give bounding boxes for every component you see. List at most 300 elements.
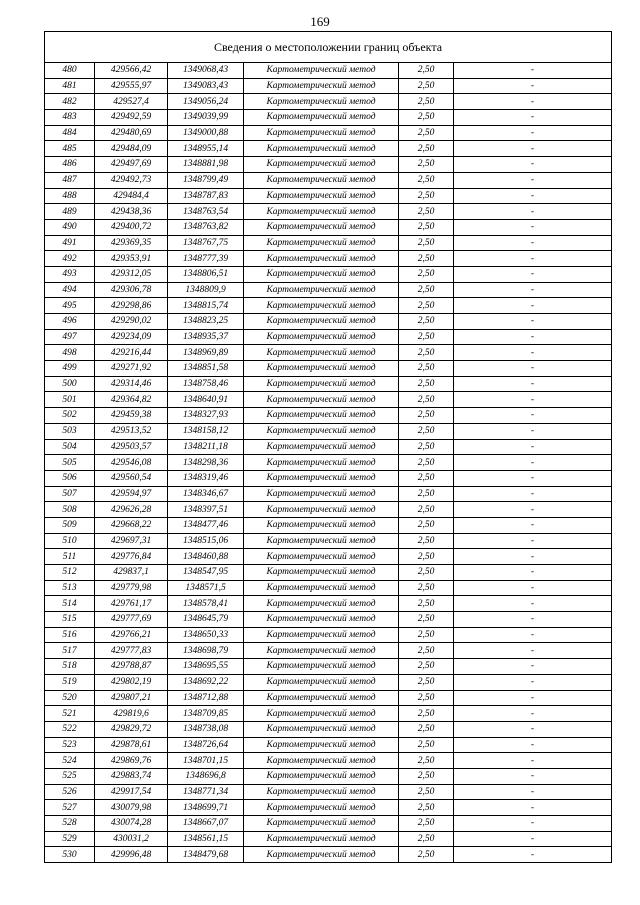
table-row <box>45 643 612 659</box>
description-cell: - <box>454 768 612 784</box>
point-number-cell: 491 <box>45 235 95 251</box>
y-coordinate-cell: 1348650,33 <box>168 627 244 643</box>
y-coordinate-cell: 1348578,41 <box>168 596 244 612</box>
y-coordinate-cell: 1348515,06 <box>168 533 244 549</box>
description-cell: - <box>454 502 612 518</box>
description-cell: - <box>454 251 612 267</box>
y-coordinate-cell: 1348881,98 <box>168 157 244 173</box>
point-number-cell: 484 <box>45 125 95 141</box>
accuracy-cell: 2,50 <box>399 94 454 110</box>
description-cell: - <box>454 706 612 722</box>
description-cell: - <box>454 376 612 392</box>
accuracy-cell: 2,50 <box>399 659 454 675</box>
description-cell: - <box>454 690 612 706</box>
x-coordinate-cell: 429312,05 <box>95 266 168 282</box>
y-coordinate-cell: 1348571,5 <box>168 580 244 596</box>
y-coordinate-cell: 1348935,37 <box>168 329 244 345</box>
table-row <box>45 768 612 784</box>
y-coordinate-cell: 1348851,58 <box>168 361 244 377</box>
table-row <box>45 63 612 79</box>
method-cell: Картометрический метод <box>244 361 399 377</box>
y-coordinate-cell: 1348806,51 <box>168 266 244 282</box>
table-row <box>45 486 612 502</box>
table-row <box>45 392 612 408</box>
y-coordinate-cell: 1348763,82 <box>168 219 244 235</box>
x-coordinate-cell: 429555,97 <box>95 78 168 94</box>
table-row <box>45 690 612 706</box>
method-cell: Картометрический метод <box>244 627 399 643</box>
point-number-cell: 494 <box>45 282 95 298</box>
table-row <box>45 266 612 282</box>
description-cell: - <box>454 455 612 471</box>
y-coordinate-cell: 1349083,43 <box>168 78 244 94</box>
x-coordinate-cell: 429776,84 <box>95 549 168 565</box>
point-number-cell: 523 <box>45 737 95 753</box>
point-number-cell: 524 <box>45 753 95 769</box>
table-row <box>45 706 612 722</box>
x-coordinate-cell: 429400,72 <box>95 219 168 235</box>
page-number: 169 <box>310 14 330 29</box>
description-cell: - <box>454 282 612 298</box>
x-coordinate-cell: 429290,02 <box>95 314 168 330</box>
description-cell: - <box>454 204 612 220</box>
method-cell: Картометрический метод <box>244 172 399 188</box>
table-row <box>45 847 612 863</box>
y-coordinate-cell: 1348726,64 <box>168 737 244 753</box>
method-cell: Картометрический метод <box>244 235 399 251</box>
table-row <box>45 533 612 549</box>
x-coordinate-cell: 429513,52 <box>95 423 168 439</box>
y-coordinate-cell: 1348211,18 <box>168 439 244 455</box>
accuracy-cell: 2,50 <box>399 800 454 816</box>
method-cell: Картометрический метод <box>244 345 399 361</box>
x-coordinate-cell: 429314,46 <box>95 376 168 392</box>
description-cell: - <box>454 94 612 110</box>
point-number-cell: 527 <box>45 800 95 816</box>
accuracy-cell: 2,50 <box>399 63 454 79</box>
y-coordinate-cell: 1348397,51 <box>168 502 244 518</box>
description-cell: - <box>454 753 612 769</box>
x-coordinate-cell: 429527,4 <box>95 94 168 110</box>
x-coordinate-cell: 430074,28 <box>95 816 168 832</box>
accuracy-cell: 2,50 <box>399 408 454 424</box>
x-coordinate-cell: 429484,4 <box>95 188 168 204</box>
x-coordinate-cell: 429369,35 <box>95 235 168 251</box>
method-cell: Картометрический метод <box>244 329 399 345</box>
table-row <box>45 816 612 832</box>
x-coordinate-cell: 429777,83 <box>95 643 168 659</box>
method-cell: Картометрический метод <box>244 800 399 816</box>
accuracy-cell: 2,50 <box>399 533 454 549</box>
point-number-cell: 489 <box>45 204 95 220</box>
description-cell: - <box>454 298 612 314</box>
x-coordinate-cell: 429234,09 <box>95 329 168 345</box>
accuracy-cell: 2,50 <box>399 251 454 267</box>
point-number-cell: 529 <box>45 831 95 847</box>
x-coordinate-cell: 429829,72 <box>95 721 168 737</box>
table-row <box>45 423 612 439</box>
accuracy-cell: 2,50 <box>399 219 454 235</box>
method-cell: Картометрический метод <box>244 282 399 298</box>
x-coordinate-cell: 429364,82 <box>95 392 168 408</box>
y-coordinate-cell: 1348645,79 <box>168 612 244 628</box>
description-cell: - <box>454 674 612 690</box>
method-cell: Картометрический метод <box>244 784 399 800</box>
table-row <box>45 329 612 345</box>
method-cell: Картометрический метод <box>244 612 399 628</box>
description-cell: - <box>454 141 612 157</box>
y-coordinate-cell: 1348809,9 <box>168 282 244 298</box>
method-cell: Картометрический метод <box>244 157 399 173</box>
x-coordinate-cell: 429492,73 <box>95 172 168 188</box>
description-cell: - <box>454 831 612 847</box>
x-coordinate-cell: 430079,98 <box>95 800 168 816</box>
accuracy-cell: 2,50 <box>399 298 454 314</box>
description-cell: - <box>454 63 612 79</box>
point-number-cell: 497 <box>45 329 95 345</box>
table-row <box>45 737 612 753</box>
method-cell: Картометрический метод <box>244 251 399 267</box>
description-cell: - <box>454 486 612 502</box>
point-number-cell: 528 <box>45 816 95 832</box>
method-cell: Картометрический метод <box>244 125 399 141</box>
accuracy-cell: 2,50 <box>399 612 454 628</box>
method-cell: Картометрический метод <box>244 706 399 722</box>
point-number-cell: 487 <box>45 172 95 188</box>
accuracy-cell: 2,50 <box>399 235 454 251</box>
accuracy-cell: 2,50 <box>399 502 454 518</box>
table-row <box>45 502 612 518</box>
description-cell: - <box>454 235 612 251</box>
description-cell: - <box>454 329 612 345</box>
accuracy-cell: 2,50 <box>399 753 454 769</box>
point-number-cell: 505 <box>45 455 95 471</box>
table-title: Сведения о местоположении границ объекта <box>45 32 612 63</box>
point-number-cell: 502 <box>45 408 95 424</box>
accuracy-cell: 2,50 <box>399 643 454 659</box>
description-cell: - <box>454 737 612 753</box>
accuracy-cell: 2,50 <box>399 549 454 565</box>
table-row <box>45 753 612 769</box>
table-row <box>45 627 612 643</box>
accuracy-cell: 2,50 <box>399 596 454 612</box>
table-row <box>45 721 612 737</box>
x-coordinate-cell: 429761,17 <box>95 596 168 612</box>
description-cell: - <box>454 392 612 408</box>
point-number-cell: 530 <box>45 847 95 863</box>
y-coordinate-cell: 1348758,46 <box>168 376 244 392</box>
description-cell: - <box>454 517 612 533</box>
method-cell: Картометрический метод <box>244 423 399 439</box>
table-row <box>45 157 612 173</box>
method-cell: Картометрический метод <box>244 141 399 157</box>
y-coordinate-cell: 1348695,55 <box>168 659 244 675</box>
description-cell: - <box>454 596 612 612</box>
description-cell: - <box>454 423 612 439</box>
accuracy-cell: 2,50 <box>399 674 454 690</box>
table-row <box>45 439 612 455</box>
description-cell: - <box>454 643 612 659</box>
accuracy-cell: 2,50 <box>399 737 454 753</box>
y-coordinate-cell: 1348696,8 <box>168 768 244 784</box>
method-cell: Картометрический метод <box>244 565 399 581</box>
method-cell: Картометрический метод <box>244 94 399 110</box>
description-cell: - <box>454 361 612 377</box>
point-number-cell: 509 <box>45 517 95 533</box>
y-coordinate-cell: 1348667,07 <box>168 816 244 832</box>
point-number-cell: 525 <box>45 768 95 784</box>
y-coordinate-cell: 1348712,88 <box>168 690 244 706</box>
table-row <box>45 784 612 800</box>
accuracy-cell: 2,50 <box>399 517 454 533</box>
description-cell: - <box>454 847 612 863</box>
description-cell: - <box>454 612 612 628</box>
y-coordinate-cell: 1348346,67 <box>168 486 244 502</box>
x-coordinate-cell: 429566,42 <box>95 63 168 79</box>
description-cell: - <box>454 110 612 126</box>
accuracy-cell: 2,50 <box>399 831 454 847</box>
table-row <box>45 376 612 392</box>
accuracy-cell: 2,50 <box>399 455 454 471</box>
x-coordinate-cell: 429546,08 <box>95 455 168 471</box>
method-cell: Картометрический метод <box>244 549 399 565</box>
x-coordinate-cell: 429996,48 <box>95 847 168 863</box>
y-coordinate-cell: 1348823,25 <box>168 314 244 330</box>
x-coordinate-cell: 429819,6 <box>95 706 168 722</box>
description-cell: - <box>454 157 612 173</box>
accuracy-cell: 2,50 <box>399 721 454 737</box>
x-coordinate-cell: 429298,86 <box>95 298 168 314</box>
description-cell: - <box>454 800 612 816</box>
y-coordinate-cell: 1348701,15 <box>168 753 244 769</box>
y-coordinate-cell: 1348699,71 <box>168 800 244 816</box>
point-number-cell: 480 <box>45 63 95 79</box>
accuracy-cell: 2,50 <box>399 314 454 330</box>
accuracy-cell: 2,50 <box>399 188 454 204</box>
accuracy-cell: 2,50 <box>399 847 454 863</box>
table-row <box>45 204 612 220</box>
point-number-cell: 521 <box>45 706 95 722</box>
description-cell: - <box>454 565 612 581</box>
accuracy-cell: 2,50 <box>399 141 454 157</box>
accuracy-cell: 2,50 <box>399 690 454 706</box>
accuracy-cell: 2,50 <box>399 439 454 455</box>
table-row <box>45 517 612 533</box>
point-number-cell: 498 <box>45 345 95 361</box>
method-cell: Картометрический метод <box>244 110 399 126</box>
accuracy-cell: 2,50 <box>399 345 454 361</box>
accuracy-cell: 2,50 <box>399 172 454 188</box>
accuracy-cell: 2,50 <box>399 329 454 345</box>
y-coordinate-cell: 1348640,91 <box>168 392 244 408</box>
accuracy-cell: 2,50 <box>399 565 454 581</box>
method-cell: Картометрический метод <box>244 768 399 784</box>
description-cell: - <box>454 188 612 204</box>
boundary-coordinates-table <box>44 31 612 863</box>
y-coordinate-cell: 1348477,46 <box>168 517 244 533</box>
method-cell: Картометрический метод <box>244 78 399 94</box>
point-number-cell: 492 <box>45 251 95 267</box>
accuracy-cell: 2,50 <box>399 376 454 392</box>
point-number-cell: 496 <box>45 314 95 330</box>
accuracy-cell: 2,50 <box>399 423 454 439</box>
point-number-cell: 520 <box>45 690 95 706</box>
method-cell: Картометрический метод <box>244 314 399 330</box>
description-cell: - <box>454 533 612 549</box>
method-cell: Картометрический метод <box>244 847 399 863</box>
x-coordinate-cell: 429560,54 <box>95 470 168 486</box>
table-row <box>45 612 612 628</box>
x-coordinate-cell: 429271,92 <box>95 361 168 377</box>
y-coordinate-cell: 1348955,14 <box>168 141 244 157</box>
method-cell: Картометрический метод <box>244 486 399 502</box>
method-cell: Картометрический метод <box>244 690 399 706</box>
method-cell: Картометрический метод <box>244 188 399 204</box>
y-coordinate-cell: 1349000,88 <box>168 125 244 141</box>
description-cell: - <box>454 78 612 94</box>
point-number-cell: 499 <box>45 361 95 377</box>
method-cell: Картометрический метод <box>244 392 399 408</box>
point-number-cell: 503 <box>45 423 95 439</box>
description-cell: - <box>454 219 612 235</box>
point-number-cell: 504 <box>45 439 95 455</box>
x-coordinate-cell: 429779,98 <box>95 580 168 596</box>
description-cell: - <box>454 721 612 737</box>
x-coordinate-cell: 429626,28 <box>95 502 168 518</box>
method-cell: Картометрический метод <box>244 816 399 832</box>
y-coordinate-cell: 1348799,49 <box>168 172 244 188</box>
y-coordinate-cell: 1348763,54 <box>168 204 244 220</box>
y-coordinate-cell: 1348158,12 <box>168 423 244 439</box>
table-row <box>45 580 612 596</box>
method-cell: Картометрический метод <box>244 455 399 471</box>
accuracy-cell: 2,50 <box>399 78 454 94</box>
x-coordinate-cell: 429459,38 <box>95 408 168 424</box>
x-coordinate-cell: 429807,21 <box>95 690 168 706</box>
accuracy-cell: 2,50 <box>399 266 454 282</box>
method-cell: Картометрический метод <box>244 298 399 314</box>
description-cell: - <box>454 345 612 361</box>
description-cell: - <box>454 172 612 188</box>
point-number-cell: 512 <box>45 565 95 581</box>
method-cell: Картометрический метод <box>244 580 399 596</box>
point-number-cell: 486 <box>45 157 95 173</box>
description-cell: - <box>454 784 612 800</box>
y-coordinate-cell: 1348298,36 <box>168 455 244 471</box>
method-cell: Картометрический метод <box>244 674 399 690</box>
y-coordinate-cell: 1348561,15 <box>168 831 244 847</box>
point-number-cell: 518 <box>45 659 95 675</box>
table-row <box>45 282 612 298</box>
x-coordinate-cell: 429438,36 <box>95 204 168 220</box>
x-coordinate-cell: 429497,69 <box>95 157 168 173</box>
y-coordinate-cell: 1348738,08 <box>168 721 244 737</box>
point-number-cell: 508 <box>45 502 95 518</box>
description-cell: - <box>454 659 612 675</box>
method-cell: Картометрический метод <box>244 266 399 282</box>
point-number-cell: 506 <box>45 470 95 486</box>
method-cell: Картометрический метод <box>244 470 399 486</box>
point-number-cell: 516 <box>45 627 95 643</box>
accuracy-cell: 2,50 <box>399 816 454 832</box>
y-coordinate-cell: 1348969,89 <box>168 345 244 361</box>
accuracy-cell: 2,50 <box>399 361 454 377</box>
point-number-cell: 495 <box>45 298 95 314</box>
y-coordinate-cell: 1349056,24 <box>168 94 244 110</box>
accuracy-cell: 2,50 <box>399 580 454 596</box>
y-coordinate-cell: 1349068,43 <box>168 63 244 79</box>
point-number-cell: 519 <box>45 674 95 690</box>
accuracy-cell: 2,50 <box>399 486 454 502</box>
y-coordinate-cell: 1348771,34 <box>168 784 244 800</box>
accuracy-cell: 2,50 <box>399 282 454 298</box>
x-coordinate-cell: 429837,1 <box>95 565 168 581</box>
description-cell: - <box>454 439 612 455</box>
method-cell: Картометрический метод <box>244 63 399 79</box>
method-cell: Картометрический метод <box>244 596 399 612</box>
method-cell: Картометрический метод <box>244 737 399 753</box>
table-row <box>45 188 612 204</box>
point-number-cell: 483 <box>45 110 95 126</box>
x-coordinate-cell: 429480,69 <box>95 125 168 141</box>
y-coordinate-cell: 1348547,95 <box>168 565 244 581</box>
accuracy-cell: 2,50 <box>399 204 454 220</box>
table-row <box>45 125 612 141</box>
accuracy-cell: 2,50 <box>399 706 454 722</box>
table-row <box>45 408 612 424</box>
point-number-cell: 488 <box>45 188 95 204</box>
point-number-cell: 511 <box>45 549 95 565</box>
method-cell: Картометрический метод <box>244 219 399 235</box>
description-cell: - <box>454 266 612 282</box>
table-body <box>45 63 612 863</box>
accuracy-cell: 2,50 <box>399 392 454 408</box>
method-cell: Картометрический метод <box>244 721 399 737</box>
method-cell: Картометрический метод <box>244 408 399 424</box>
table-row <box>45 94 612 110</box>
point-number-cell: 500 <box>45 376 95 392</box>
point-number-cell: 485 <box>45 141 95 157</box>
method-cell: Картометрический метод <box>244 204 399 220</box>
method-cell: Картометрический метод <box>244 517 399 533</box>
point-number-cell: 510 <box>45 533 95 549</box>
description-cell: - <box>454 627 612 643</box>
point-number-cell: 526 <box>45 784 95 800</box>
y-coordinate-cell: 1349039,99 <box>168 110 244 126</box>
description-cell: - <box>454 549 612 565</box>
point-number-cell: 493 <box>45 266 95 282</box>
point-number-cell: 517 <box>45 643 95 659</box>
table-row <box>45 361 612 377</box>
y-coordinate-cell: 1348815,74 <box>168 298 244 314</box>
x-coordinate-cell: 429788,87 <box>95 659 168 675</box>
table-row <box>45 831 612 847</box>
y-coordinate-cell: 1348787,83 <box>168 188 244 204</box>
table-row <box>45 800 612 816</box>
x-coordinate-cell: 429484,09 <box>95 141 168 157</box>
accuracy-cell: 2,50 <box>399 784 454 800</box>
description-cell: - <box>454 470 612 486</box>
point-number-cell: 501 <box>45 392 95 408</box>
table-row <box>45 141 612 157</box>
table-row <box>45 470 612 486</box>
table-row <box>45 596 612 612</box>
point-number-cell: 482 <box>45 94 95 110</box>
x-coordinate-cell: 429668,22 <box>95 517 168 533</box>
accuracy-cell: 2,50 <box>399 125 454 141</box>
y-coordinate-cell: 1348777,39 <box>168 251 244 267</box>
accuracy-cell: 2,50 <box>399 157 454 173</box>
